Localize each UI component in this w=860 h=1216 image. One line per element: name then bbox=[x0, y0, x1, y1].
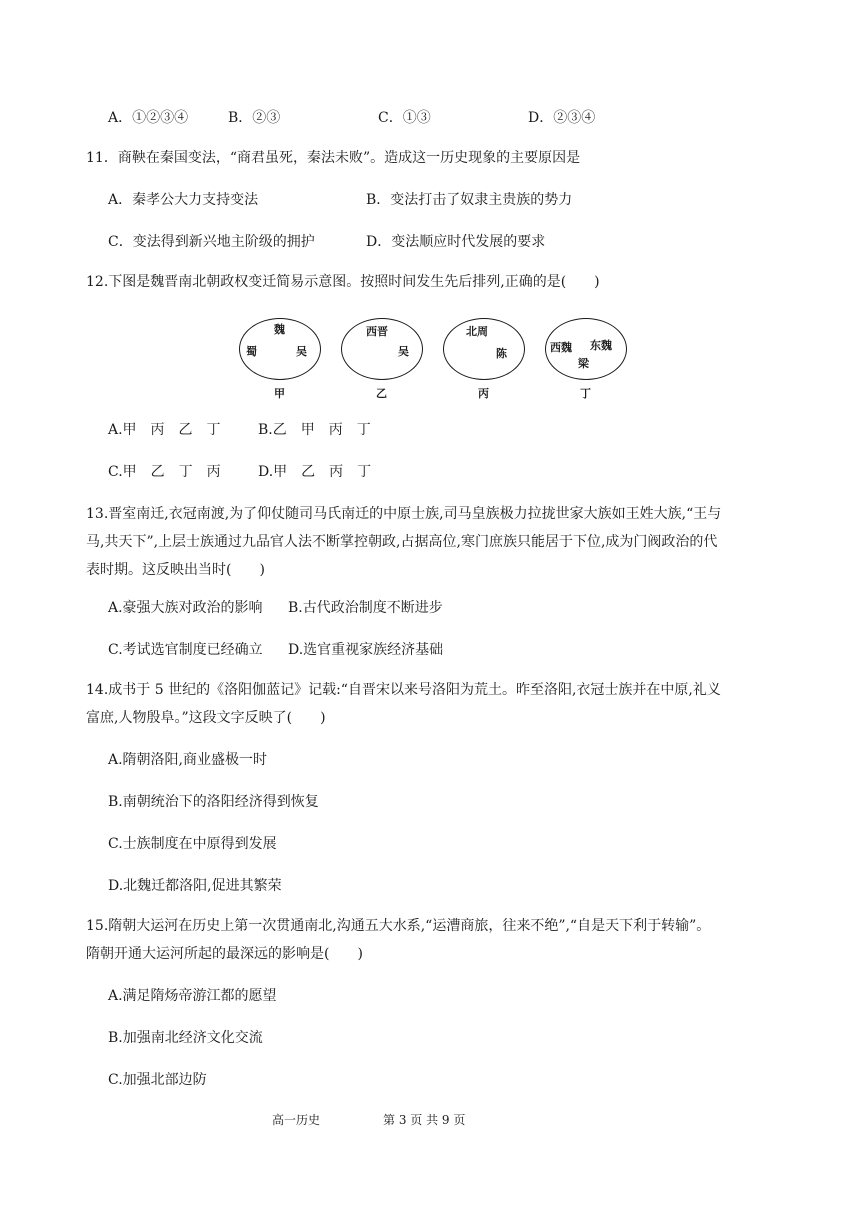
q10-option-d: D．②③④ bbox=[528, 110, 596, 126]
q14-option-a: A.隋朝洛阳,商业盛极一时 bbox=[108, 752, 268, 768]
circle-ding bbox=[540, 312, 630, 404]
footer-page-number: 第 3 页 共 9 页 bbox=[383, 1113, 466, 1127]
circle-bing-beizhou: 北周 bbox=[466, 325, 488, 338]
circle-ding-dongwei: 东魏 bbox=[590, 339, 612, 352]
q10-option-c: C．①③ bbox=[378, 110, 431, 126]
q13-stem-line1: 13.晋室南迁,衣冠南渡,为了仰仗随司马氏南迁的中原士族,司马皇族极力拉拢世家大族如王姓大族,“王与 bbox=[86, 506, 722, 522]
regime-change-diagram bbox=[234, 312, 634, 404]
q13-option-c: C.考试选官制度已经确立 bbox=[108, 642, 263, 658]
q11-options-row2 bbox=[0, 232, 860, 252]
q15-stem-line1: 15.隋朝大运河在历史上第一次贯通南北,沟通五大水系,“运漕商旅，往来不绝”,“自是天下利于转输”。 bbox=[86, 918, 711, 934]
q12-option-b: B.乙 甲 丙 丁 bbox=[258, 422, 371, 438]
circle-yi bbox=[336, 312, 426, 404]
q14-option-b: B.南朝统治下的洛阳经济得到恢复 bbox=[108, 794, 319, 810]
circle-jia-wei: 魏 bbox=[274, 323, 285, 336]
q13-option-d: D.选官重视家族经济基础 bbox=[288, 642, 444, 658]
q13-stem-line2: 马,共天下”,上层士族通过九品官人法不断掌控朝政,占据高位,寒门庶族只能居于下位,成为门阀政治的代 bbox=[86, 534, 718, 550]
q11-options-row1 bbox=[0, 190, 860, 210]
q15-option-c: C.加强北部边防 bbox=[108, 1072, 207, 1088]
circle-ding-xiwei: 西魏 bbox=[550, 341, 572, 354]
circle-ding-label: 丁 bbox=[580, 387, 591, 400]
q10-options bbox=[0, 108, 860, 128]
q15-option-a: A.满足隋炀帝游江都的愿望 bbox=[108, 988, 277, 1004]
q14-option-c: C.士族制度在中原得到发展 bbox=[108, 836, 277, 852]
q11-option-c: C．变法得到新兴地主阶级的拥护 bbox=[108, 234, 315, 250]
q13-option-b: B.古代政治制度不断进步 bbox=[288, 600, 443, 616]
q11-option-b: B．变法打击了奴隶主贵族的势力 bbox=[366, 192, 573, 208]
q14-option-d: D.北魏迁都洛阳,促进其繁荣 bbox=[108, 878, 282, 894]
q13-option-a: A.豪强大族对政治的影响 bbox=[108, 600, 263, 616]
q13-options-row1 bbox=[0, 598, 860, 618]
circle-jia bbox=[234, 312, 324, 404]
q12-option-a: A.甲 丙 乙 丁 bbox=[108, 422, 221, 438]
circle-bing bbox=[438, 312, 528, 404]
circle-yi-xijin: 西晋 bbox=[366, 325, 388, 338]
q14-stem-line1: 14.成书于 5 世纪的《洛阳伽蓝记》记载:“自晋宋以来号洛阳为荒土。昨至洛阳,衣冠士族并在中原,礼义 bbox=[86, 682, 721, 698]
q15-option-b: B.加强南北经济文化交流 bbox=[108, 1030, 263, 1046]
circle-jia-wu: 吴 bbox=[296, 345, 307, 358]
footer-subject: 高一历史 bbox=[272, 1113, 321, 1127]
q13-stem-line3: 表时期。这反映出当时( ) bbox=[86, 562, 265, 578]
q12-option-c: C.甲 乙 丁 丙 bbox=[108, 464, 221, 480]
circle-ding-liang: 梁 bbox=[578, 357, 589, 370]
q11-option-a: A．秦孝公大力支持变法 bbox=[108, 192, 259, 208]
circle-yi-label: 乙 bbox=[376, 387, 387, 400]
q12-options-row2 bbox=[0, 462, 860, 482]
circle-jia-shu: 蜀 bbox=[246, 345, 257, 358]
circle-bing-label: 丙 bbox=[478, 387, 489, 400]
q13-options-row2 bbox=[0, 640, 860, 660]
circle-yi-wu: 吴 bbox=[398, 345, 409, 358]
q11-option-d: D．变法顺应时代发展的要求 bbox=[366, 234, 546, 250]
q12-option-d: D.甲 乙 丙 丁 bbox=[258, 464, 372, 480]
q10-option-b: B．②③ bbox=[228, 110, 281, 126]
q10-option-a: A．①②③④ bbox=[108, 110, 189, 126]
q14-stem-line2: 富庶,人物殷阜。”这段文字反映了( ) bbox=[86, 710, 326, 726]
q12-stem: 12.下图是魏晋南北朝政权变迁简易示意图。按照时间发生先后排列,正确的是( ) bbox=[86, 274, 600, 290]
q11-stem: 11．商鞅在秦国变法，“商君虽死，秦法未败”。造成这一历史现象的主要原因是 bbox=[86, 150, 581, 166]
circle-jia-label: 甲 bbox=[274, 387, 285, 400]
q12-options-row1 bbox=[0, 420, 860, 440]
q15-stem-line2: 隋朝开通大运河所起的最深远的影响是( ) bbox=[86, 946, 363, 962]
circle-bing-chen: 陈 bbox=[496, 347, 507, 360]
